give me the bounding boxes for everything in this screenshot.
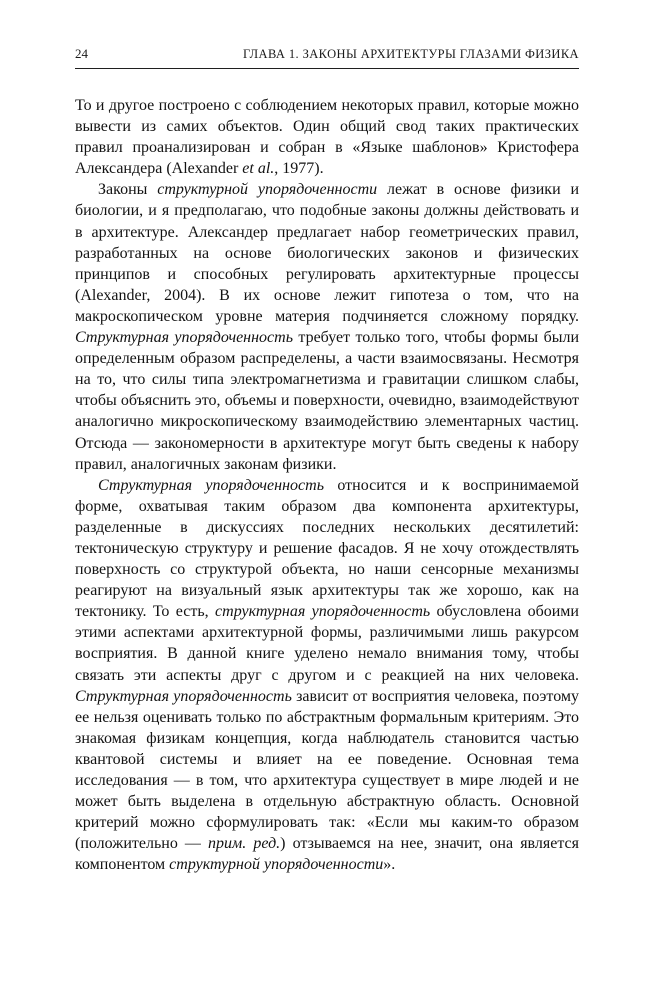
paragraph: [75, 179, 579, 474]
text-run: ».: [383, 856, 396, 874]
text-run: обусловлена обоими этими аспектами архитектурной формы, различимыми лишь ракурсом восприятия. В данной книге уделено немало внимания тому, чтобы связать эти аспекты друг с другом и с реакцией на них человека.: [75, 603, 579, 684]
italic-text-run: структурной упорядоченности: [169, 856, 384, 874]
header-rule: [75, 68, 579, 69]
italic-text-run: прим. ред.: [208, 835, 281, 853]
page-number: 24: [75, 46, 88, 61]
text-run: относится и к воспринимаемой форме, охватывая таким образом два компонента архитектуры, разделенные в дискуссиях последних нескольких десятилетий: тектоническую структуру и решение фасадов. Я не хочу отождествлять поверхность со структурой объекта, но наши сенсорные механизмы реагируют на визуальный язык архитектуры так же хорошо, как на тектонику. То есть,: [75, 476, 580, 621]
italic-text-run: структурная упорядоченность: [215, 603, 431, 621]
body-text: [75, 95, 579, 875]
italic-text-run: структурной упорядоченности: [157, 181, 378, 199]
text-run: Законы: [98, 181, 158, 199]
paragraph: [75, 95, 579, 179]
text-run: То и другое построено с соблюдением некоторых правил, которые можно вывести из самих объектов. Один общий свод таких практических правил проанализирован и собран в «Языке шаблонов» Кристофера Александера (Alexander: [75, 97, 579, 178]
text-run: зависит от восприятия человека, поэтому ее нельзя оценивать только по абстрактным формальным критериям. Это знакомая физикам концепция, когда наблюдатель становится частью квантовой системы и влияет на ее поведение. Основная тема исследования — в том, что архитектура существует в мире людей и не может быть выделена в отдельную абстрактную область. Основной критерий можно сформулировать так: «Если мы каким-то образом (положительно —: [75, 687, 580, 853]
italic-text-run: et al.: [242, 160, 275, 178]
text-run: требует только того, чтобы формы были определенным образом распределены, а части взаимосвязаны. Несмотря на то, что силы типа электромагнетизма и гравитации слишком слабы, чтобы объяснить это, объемы и поверхности, очевидно, взаимодействуют аналогично микроскопическому взаимодействию элементарных частиц. Отсюда — закономерности в архитектуре могут быть сведены к набору правил, аналогичных законам физики.: [75, 329, 580, 473]
text-run: , 1977).: [274, 160, 324, 178]
italic-text-run: Структурная упорядоченность: [75, 329, 293, 347]
chapter-running-title: ГЛАВА 1. ЗАКОНЫ АРХИТЕКТУРЫ ГЛАЗАМИ ФИЗИКА: [242, 47, 579, 61]
text-run: ) отзываемся на нее, значит, она является компонентом: [75, 835, 579, 874]
paragraph: [75, 475, 579, 876]
italic-text-run: Структурная упорядоченность: [75, 687, 292, 705]
italic-text-run: Структурная упорядоченность: [98, 476, 324, 494]
text-run: лежат в основе физики и биологии, и я предполагаю, что подобные законы должны действовать и в архитектуре. Александер предлагает набор геометрических правил, разработанных на основе биологических законов и физических принципов и способных регулировать архитектурные процессы (Alexander, 2004). В их основе лежит гипотеза о том, что на макроскопическом уровне материя подчиняется сложному порядку.: [75, 181, 580, 325]
running-head: [75, 46, 579, 62]
